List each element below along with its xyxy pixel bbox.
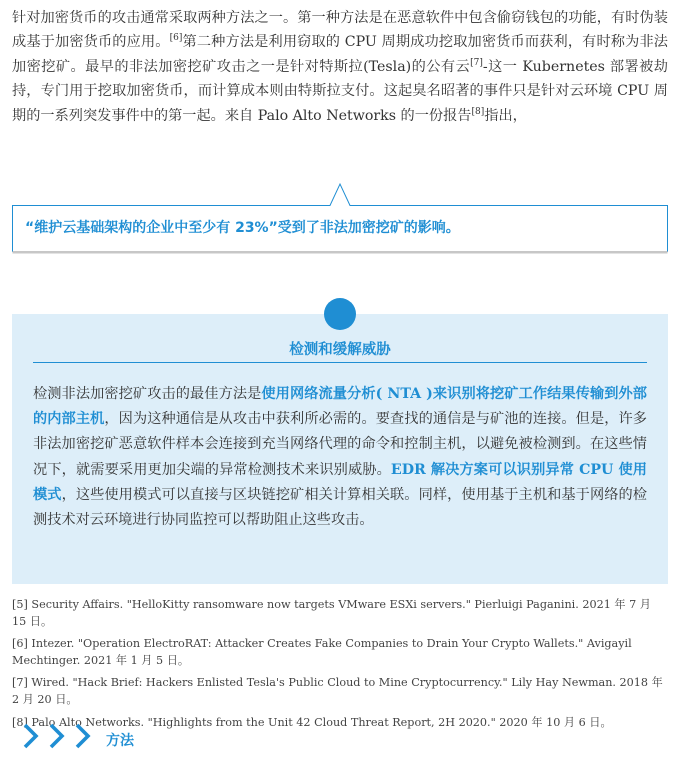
- body-sentence-3: -这一 Kubernetes 部署被劫持，专门用于挖取加密货币，而计算成本则由特斯拉支付。这起臭名昭著的事件只是针对云环境 CPU 周期的一系列突发事件中的第一起。来自 Palo Alto Networks 的一份报告: [12, 58, 668, 124]
- reference-item: [6] Intezer. "Operation ElectroRAT: Attacker Creates Fake Companies to Drain Your Crypto Wallets." Avigayil Mechtinger. 2021 年 1 月 5 日。: [12, 637, 632, 667]
- body-sentence-2: 第二种方法是利用窃取的 CPU 周期成功挖取加密货币而获利，有时称为非法加密挖矿。最早的非法加密挖矿攻击之一是针对特斯拉(Tesla)的公有云: [12, 34, 668, 75]
- reference-item: [7] Wired. "Hack Brief: Hackers Enlisted Tesla's Public Cloud to Mine Cryptocurrency." Lily Hay Newman. 2018 年 2 月 20 日。: [12, 676, 663, 706]
- citation-7[interactable]: [7]: [470, 57, 483, 68]
- panel-highlight-edr: EDR 解决方案可以识别异常 CPU 使用模式: [33, 461, 647, 503]
- reference-item: [8] Palo Alto Networks. "Highlights from the Unit 42 Cloud Threat Report, 2H 2020." 2020 年 10 月 6 日。: [12, 715, 612, 729]
- callout-quote-box: [12, 182, 668, 254]
- reference-item: [5] Security Affairs. "HelloKitty ransomware now targets VMware ESXi servers." Pierluigi Paganini. 2021 年 7 月 15 日。: [12, 598, 651, 628]
- chevron-right-icon: [74, 722, 92, 750]
- citation-8[interactable]: [8]: [471, 106, 485, 117]
- panel-marker-dot-icon: [324, 298, 356, 330]
- panel-text-3: ，这些使用模式可以直接与区块链挖矿相关计算相关联。同样，使用基于主机和基于网络的检测技术对云环境进行协同监控可以帮助阻止这些攻击。: [33, 486, 647, 529]
- chevron-right-icon: [48, 722, 66, 750]
- panel-highlight-nta: 使用网络流量分析( NTA )来识别将挖矿工作结果传输到外部的内部主机: [33, 386, 647, 428]
- body-paragraph: [12, 6, 668, 128]
- callout-quote-text: “维护云基础架构的企业中至少有 23%”受到了非法加密挖矿的影响。: [25, 220, 460, 236]
- reference-list: [12, 597, 668, 737]
- citation-6[interactable]: [6]: [169, 33, 183, 44]
- panel-divider: [33, 362, 647, 363]
- panel-text-2: ，因为这种通信是从攻击中获利所必需的。要查找的通信是与矿池的连接。但是，许多非法加密挖矿恶意软件样本会连接到充当网络代理的命令和控制主机，以避免被检测到。在这些情况下，就需要采用更加尖端的异常检测技术来识别威胁。: [33, 411, 647, 478]
- panel-paragraph: [33, 382, 647, 533]
- panel-title: 检测和缓解威胁: [289, 342, 391, 358]
- chevron-right-icon: [22, 722, 40, 750]
- body-sentence-4: 指出，: [484, 107, 527, 124]
- next-section-label: 方法: [106, 733, 134, 749]
- body-sentence-1: 针对加密货币的攻击通常采取两种方法之一。第一种方法是在恶意软件中包含偷窃钱包的功能，有时伪装成基于加密货币的应用。: [12, 10, 668, 51]
- panel-text-1: 检测非法加密挖矿攻击的最佳方法是: [33, 386, 262, 402]
